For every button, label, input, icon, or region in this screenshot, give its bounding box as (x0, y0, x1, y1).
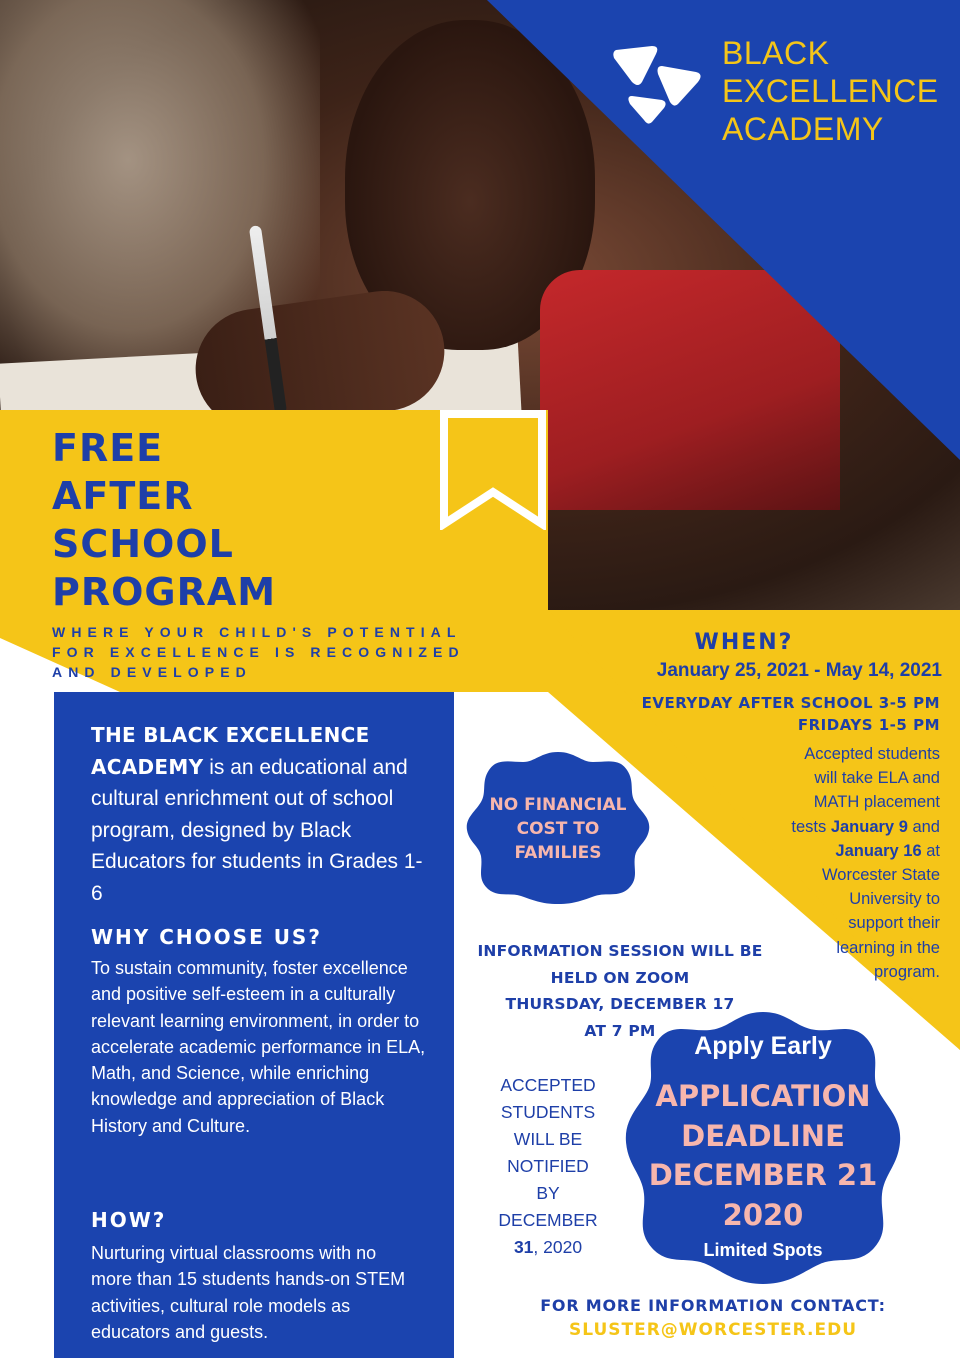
why-heading: WHY CHOOSE US? (91, 925, 322, 949)
info-session-text: INFORMATION SESSION WILL BE HELD ON ZOOM THURSDAY, DECEMBER 17 AT 7 PM (477, 942, 763, 1040)
contact-heading: FOR MORE INFORMATION CONTACT: (540, 1296, 886, 1315)
page-title: FREE AFTER SCHOOL PROGRAM (52, 426, 277, 614)
tagline: WHERE YOUR CHILD'S POTENTIAL FOR EXCELLENCE IS RECOGNIZED AND DEVELOPED (52, 624, 465, 680)
when-heading: WHEN? (694, 630, 794, 655)
limited-spots-text: Limited Spots (703, 1240, 823, 1260)
why-text: To sustain community, foster excellence and positive self-esteem in a culturally relevant learning environment, in order to accelerate academic performance in ELA, Math, and Science, while enriching knowledge and appreciation of Black History and Culture. (91, 958, 426, 1136)
notification-text: ACCEPTED STUDENTS WILL BE NOTIFIED BY DECEMBER 31, 2020 (498, 1075, 598, 1257)
brand-name: BLACK EXCELLENCE ACADEMY (722, 35, 939, 147)
about-text: THE BLACK EXCELLENCE ACADEMY is an educational and cultural enrichment out of school program, designed by Black Educators for students in Grades 1-6 (91, 723, 423, 905)
how-heading: HOW? (91, 1208, 167, 1232)
academy-logo-icon (612, 42, 704, 124)
bookmark-icon (438, 410, 548, 530)
no-cost-text: NO FINANCIAL COST TO FAMILIES (489, 795, 627, 863)
application-deadline: APPLICATION DEADLINE DECEMBER 21 2020 (648, 1079, 878, 1232)
schedule: EVERYDAY AFTER SCHOOL 3-5 PM FRIDAYS 1-5 PM (641, 694, 940, 734)
placement-tests-text: Accepted students will take ELA and MATH placement tests January 9 and January 16 at Worcester State University to support their learning in the program. (791, 745, 940, 981)
program-dates: January 25, 2021 - May 14, 2021 (656, 660, 942, 681)
how-text: Nurturing virtual classrooms with no more than 15 students hands-on STEM activities, cultural role models as educators and guests. (91, 1243, 406, 1342)
apply-early-text: Apply Early (694, 1032, 832, 1060)
contact-email[interactable]: SLUSTER@WORCESTER.EDU (568, 1320, 858, 1340)
